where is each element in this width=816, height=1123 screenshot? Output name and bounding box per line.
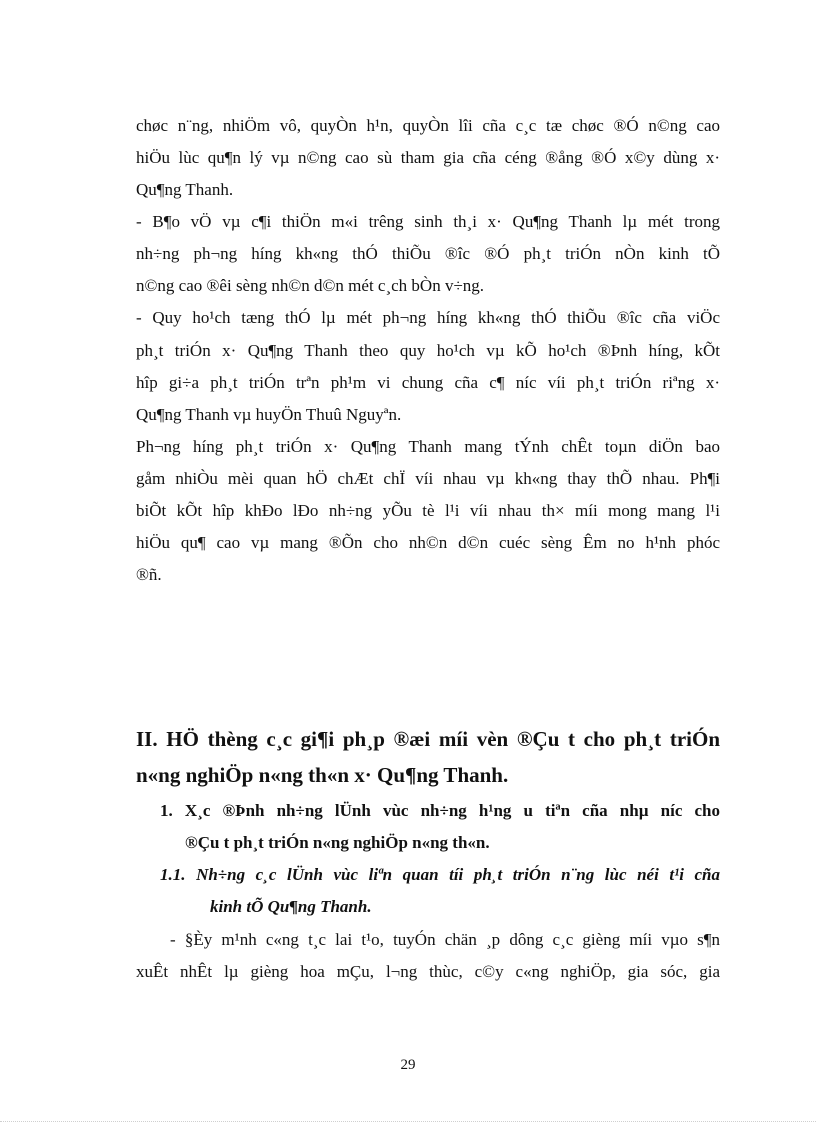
subheading-1-1-line: 1.1. Nh÷ng c¸c lÜnh vùc liªn quan tíi ph¸t triÓn n¨ng lùc néi t¹i cña [160, 865, 720, 884]
paragraph-line: ph¸t triÓn x· Qu¶ng Thanh theo quy ho¹ch vµ kÕ ho¹ch ®Þnh híng, kÕt [136, 341, 720, 360]
paragraph-line: chøc n¨ng, nhiÖm vô, quyÒn h¹n, quyÒn lîi cña c¸c tæ chøc ®Ó n©ng cao [136, 116, 720, 135]
page-number: 29 [400, 1057, 416, 1073]
paragraph-line: xuÊt nhÊt lµ gièng hoa mÇu, l¬ng thùc, c©y c«ng nghiÖp, gia sóc, gia [136, 962, 720, 981]
paragraph-line: Ph¬ng híng ph¸t triÓn x· Qu¶ng Thanh mang tÝnh chÊt toµn diÖn bao [136, 437, 720, 456]
paragraph-line: hiÖu lùc qu¶n lý vµ n©ng cao sù tham gia cña céng ®ång ®Ó x©y dùng x· [136, 148, 720, 167]
subheading-1-1-line: kinh tÕ Qu¶ng Thanh. [210, 897, 372, 916]
paragraph-line: n©ng cao ®êi sèng nh©n d©n mét c¸ch bÒn v÷ng. [136, 276, 485, 295]
paragraph-line: biÕt kÕt hîp khÐo lÐo nh÷ng yÕu tè l¹i víi nhau th× míi mong mang l¹i [136, 501, 720, 520]
paragraph-line: Qu¶ng Thanh vµ huyÖn Thuû Nguyªn. [136, 405, 402, 424]
paragraph-line: hiÖu qu¶ cao vµ mang ®Õn cho nh©n d©n cuéc sèng Êm no h¹nh phóc [136, 533, 720, 552]
subheading-1-line: 1. X¸c ®Þnh nh÷ng lÜnh vùc nh÷ng h¹ng u tiªn cña nhµ níc cho [160, 801, 720, 820]
subheading-1-line: ®Çu t ph¸t triÓn n«ng nghiÖp n«ng th«n. [185, 833, 490, 852]
paragraph-line: gåm nhiÒu mèi quan hÖ chÆt chÏ víi nhau vµ kh«ng thay thÕ nhau. Ph¶i [136, 469, 720, 488]
paragraph-line: - Quy ho¹ch tæng thÓ lµ mét ph¬ng híng kh«ng thÓ thiÕu ®îc cña viÖc [136, 308, 720, 327]
section-heading-line: n«ng nghiÖp n«ng th«n x· Qu¶ng Thanh. [136, 763, 509, 787]
paragraph-line: ®ñ. [136, 565, 162, 584]
paragraph-line: hîp gi÷a ph¸t triÓn trªn ph¹m vi chung cña c¶ níc víi ph¸t triÓn riªng x· [136, 373, 720, 392]
paragraph-line: nh÷ng ph¬ng híng kh«ng thÓ thiÕu ®îc ®Ó ph¸t triÓn nÒn kinh tÕ [136, 244, 720, 263]
paragraph-line: - B¶o vÖ vµ c¶i thiÖn m«i trêng sinh th¸i x· Qu¶ng Thanh lµ mét trong [136, 212, 720, 231]
paragraph-line: Qu¶ng Thanh. [136, 180, 234, 199]
section-heading-line: II. HÖ thèng c¸c gi¶i ph¸p ®æi míi vèn ®Çu t cho ph¸t triÓn [136, 727, 720, 751]
page-bottom-divider [0, 1121, 816, 1122]
paragraph-line: - §Èy m¹nh c«ng t¸c lai t¹o, tuyÓn chän ¸p dông c¸c gièng míi vµo s¶n [170, 930, 720, 949]
